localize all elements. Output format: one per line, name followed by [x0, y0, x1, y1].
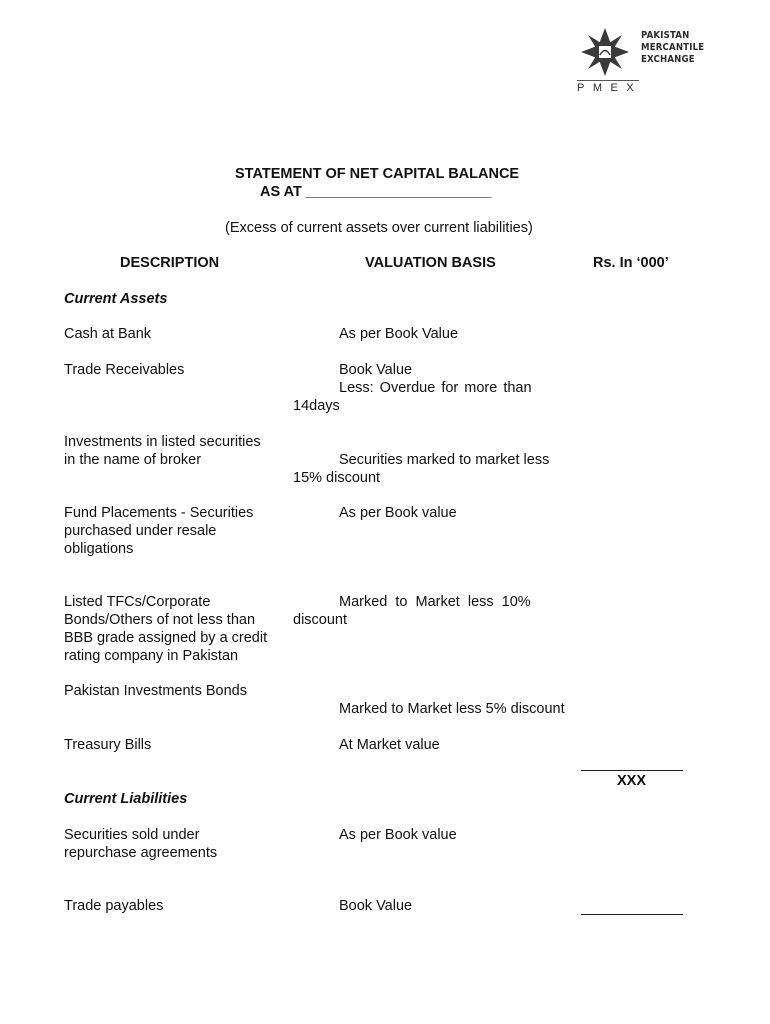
row-investments-desc-2: in the name of broker [64, 452, 202, 468]
logo-abbreviation: PMEX [577, 82, 643, 94]
total-rule-liabilities [581, 914, 683, 915]
row-pib-basis: Marked to Market less 5% discount [339, 701, 565, 717]
row-trade-receivables-basis-2: Less: Overdue for more than [339, 380, 532, 396]
header-valuation-basis: VALUATION BASIS [365, 255, 496, 271]
row-repo-basis: As per Book value [339, 827, 457, 843]
row-listed-tfcs-desc-4: rating company in Pakistan [64, 648, 239, 664]
row-investments-basis-1: Securities marked to market less [339, 452, 550, 468]
logo-line-3: EXCHANGE [641, 54, 695, 65]
statement-title: STATEMENT OF NET CAPITAL BALANCE [235, 166, 520, 182]
row-cash-at-bank-desc: Cash at Bank [64, 326, 152, 342]
as-at-line: AS AT _______________________ [260, 184, 492, 200]
logo-line-2: MERCANTILE [641, 42, 705, 53]
row-investments-basis-2: 15% discount [293, 470, 381, 486]
logo-wordmark [641, 30, 704, 66]
row-trade-receivables-basis-3: 14days [293, 398, 340, 414]
row-investments-desc-1: Investments in listed securities [64, 434, 261, 450]
row-repo-desc-1: Securities sold under [64, 827, 200, 843]
row-listed-tfcs-desc-3: BBB grade assigned by a credit [64, 630, 268, 646]
row-fund-placements-desc-1: Fund Placements - Securities [64, 505, 254, 521]
row-treasury-bills-desc: Treasury Bills [64, 737, 152, 753]
row-cash-at-bank-basis: As per Book Value [339, 326, 459, 342]
row-trade-payables-desc: Trade payables [64, 898, 164, 914]
row-fund-placements-basis: As per Book value [339, 505, 457, 521]
row-listed-tfcs-desc-2: Bonds/Others of not less than [64, 612, 256, 628]
row-repo-desc-2: repurchase agreements [64, 845, 218, 861]
row-trade-receivables-desc: Trade Receivables [64, 362, 185, 378]
header-description: DESCRIPTION [120, 255, 220, 271]
row-listed-tfcs-basis-1: Marked to Market less 10% [339, 594, 531, 610]
total-rule-assets [581, 770, 683, 771]
logo-line-1: PAKISTAN [641, 30, 690, 41]
section-heading-current-assets: Current Assets [64, 291, 168, 307]
header-amount: Rs. In ‘000’ [593, 255, 669, 271]
row-trade-receivables-basis-1: Book Value [339, 362, 413, 378]
total-current-assets: XXX [617, 773, 647, 789]
section-heading-current-liabilities: Current Liabilities [64, 791, 188, 807]
statement-subtitle: (Excess of current assets over current liabilities) [225, 220, 533, 236]
row-treasury-bills-basis: At Market value [339, 737, 440, 753]
row-pib-desc: Pakistan Investments Bonds [64, 683, 247, 699]
row-fund-placements-desc-3: obligations [64, 541, 134, 557]
row-listed-tfcs-desc-1: Listed TFCs/Corporate [64, 594, 211, 610]
row-listed-tfcs-basis-2: discount [293, 612, 348, 628]
row-fund-placements-desc-2: purchased under resale [64, 523, 217, 539]
row-trade-payables-basis: Book Value [339, 898, 413, 914]
